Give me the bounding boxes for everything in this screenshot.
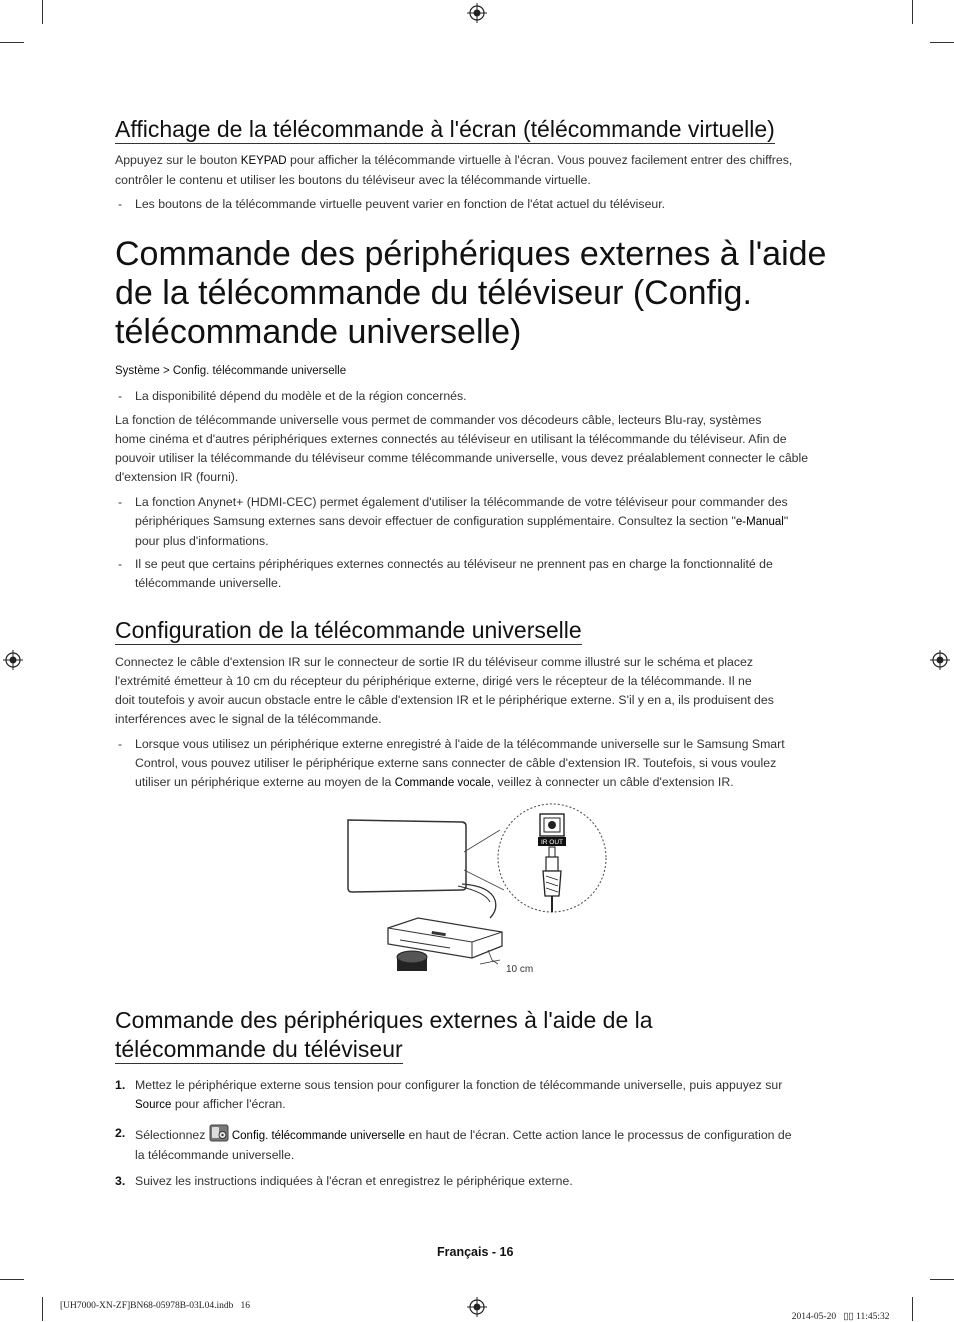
ir-out-label: IR OUT <box>540 839 564 846</box>
crop-mark <box>912 1297 913 1321</box>
crop-mark <box>912 0 913 24</box>
source-keyword: Source <box>135 1099 172 1111</box>
distance-label: 10 cm <box>506 964 534 975</box>
step-3: 3. Suivez les instructions indiquées à l'écran et enregistrez le périphérique externe. <box>115 1174 573 1188</box>
section-title-remote-control-steps: Commande des périphériques externes à l'aide de la télécommande du téléviseur <box>115 1007 653 1062</box>
note-availability: - La disponibilité dépend du modèle et de la région concernés. <box>118 389 467 403</box>
registration-mark-icon <box>3 650 23 670</box>
universal-remote-keyword: Config. télécommande universelle <box>231 1130 406 1142</box>
registration-mark-icon <box>930 650 950 670</box>
jack-plug-illustration <box>543 847 561 912</box>
section-title-virtual-remote: Affichage de la télécommande à l'écran (télécommande virtuelle) <box>115 116 775 142</box>
menu-path: Système > Config. télécommande universelle <box>115 365 347 377</box>
configuration-paragraph: Connectez le câble d'extension IR sur le connecteur de sortie IR du téléviseur comme illustré sur le schéma et placez l'extrémité émetteur à 10 cm du récepteur du périphérique externe, dirigé vers le récepteur de la télécommande. Il ne doit toutefois y avoir aucun obstacle entre le câble d'extension IR et le périphérique externe. S'il y en a, ils produisent des interférences avec le signal de la télécommande. <box>115 655 774 726</box>
voice-command-keyword: Commande vocale <box>394 777 491 789</box>
section-title-universal-remote: Commande des périphériques externes à l'aide de la télécommande du téléviseur (Config. télécommande universelle) <box>115 235 827 351</box>
note-compatibility: - Il se peut que certains périphériques externes connectés au téléviseur ne prennent pas en charge la fonctionnalité de télécommande universelle. <box>118 557 773 590</box>
crop-mark <box>0 42 24 43</box>
note-anynet: - La fonction Anynet+ (HDMI-CEC) permet également d'utiliser la télécommande de votre téléviseur pour commander des périphériques Samsung externes sans devoir effectuer de configuration supplémentaire. Consultez la section "e-Manual" pour plus d'informations. <box>118 495 789 548</box>
step-2: 2. Sélectionnez Config. télécommande universelle en haut de l'écran. Cette action lance le processus de configuration de la télécommande universelle. <box>115 1126 792 1162</box>
crop-mark <box>42 1297 43 1321</box>
ir-cable-diagram <box>340 800 610 985</box>
ir-emitter-illustration <box>397 951 427 971</box>
step-1: 1. Mettez le périphérique externe sous tension pour configurer la fonction de télécommande universelle, puis appuyez sur Source pour afficher l'écran. <box>115 1078 783 1111</box>
print-file-info: [UH7000-XN-ZF]BN68-05978B-03L04.indb 16 <box>60 1301 250 1311</box>
virtual-remote-paragraph: Appuyez sur le bouton KEYPAD pour afficher la télécommande virtuelle à l'écran. Vous pouvez facilement entrer des chiffres, contrôler le contenu et utiliser les boutons du téléviseur avec la télécommande virtuelle. <box>115 153 793 187</box>
note-smart-control: - Lorsque vous utilisez un périphérique externe enregistré à l'aide de la télécommande universelle sur le Samsung Smart Control, vous pouvez utiliser le périphérique externe sans connecter de câble d'extension IR. Toutefois, si vous voulez utiliser un périphérique externe au moyen de la Commande vocale, veillez à connecter un câble d'extension IR. <box>118 737 785 789</box>
section-title-configuration: Configuration de la télécommande universelle <box>115 617 582 643</box>
registration-mark-icon <box>467 1297 487 1317</box>
crop-mark <box>42 0 43 24</box>
note-virtual-remote: - Les boutons de la télécommande virtuelle peuvent varier en fonction de l'état actuel du téléviseur. <box>118 197 666 211</box>
crop-mark <box>930 1279 954 1280</box>
universal-remote-paragraph: La fonction de télécommande universelle vous permet de commander vos décodeurs câble, lecteurs Blu-ray, systèmes home cinéma et d'autres périphériques externes connectés au téléviseur en utilisant la télécommande du téléviseur. Afin de pouvoir utiliser la télécommande du téléviseur comme télécommande universelle, vous devez préalablement connecter le câble d'extension IR (fourni). <box>115 413 809 484</box>
print-timestamp: 2014-05-20 ▯▯ 11:45:32 <box>791 1312 890 1322</box>
universal-remote-settings-icon <box>209 1124 229 1142</box>
page-number: Français - 16 <box>437 1245 514 1259</box>
crop-mark <box>930 42 954 43</box>
registration-mark-icon <box>467 3 487 23</box>
keypad-keyword: KEYPAD <box>240 155 287 167</box>
tv-illustration <box>348 820 466 892</box>
ir-out-port-illustration <box>538 814 566 846</box>
crop-mark <box>0 1279 24 1280</box>
emanual-keyword: e-Manual <box>735 516 784 528</box>
